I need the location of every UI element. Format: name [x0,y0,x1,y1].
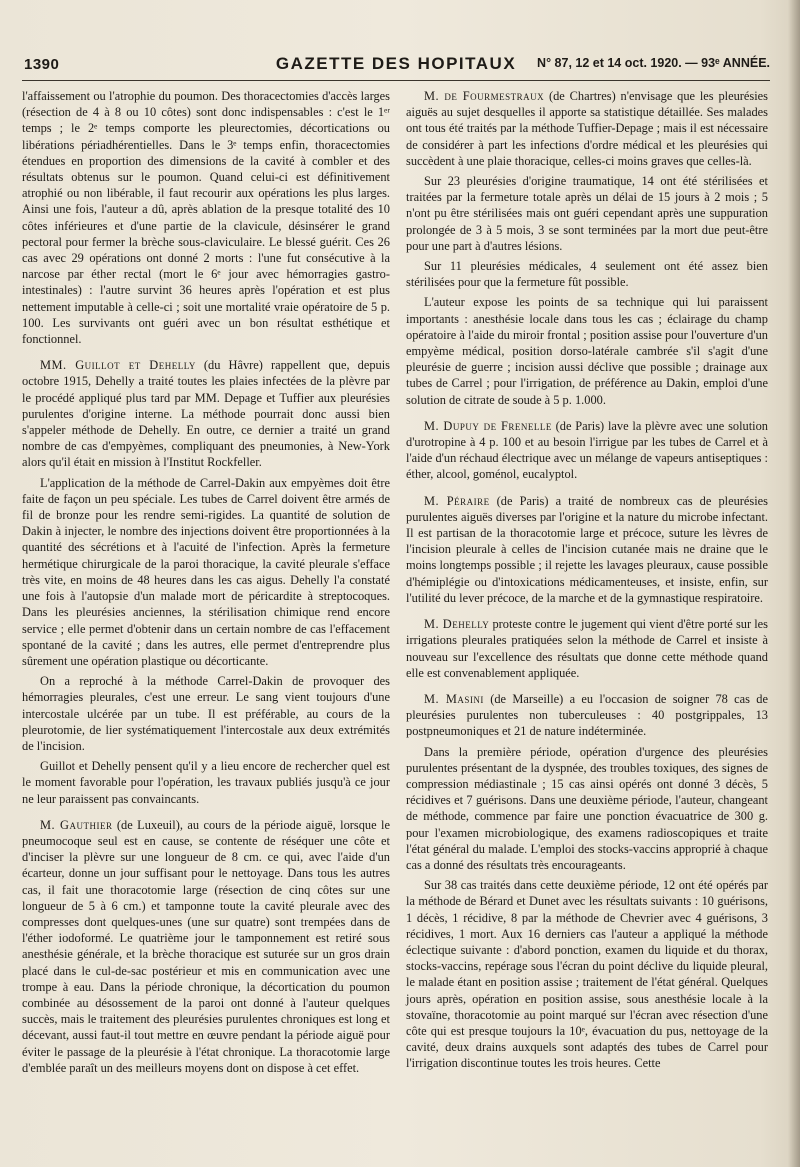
paragraph-text: (de Marseille) a eu l'occasion de soigner 78 cas de pleurésies purulentes non tuberculeuses : 40 postgrippales, 13 postpneumoniques et 21 de nature indéterminée. [406,691,768,739]
paragraph-text: (de Paris) a traité de nombreux cas de pleurésies purulentes aiguës diverses par l'origine et la nature du microbe infectant. Il est partisan de la thoracotomie large et précoce, suture les lèvres de l'incision pleurale à celles de l'incision cutanée mais ne draine que le moins longtemps possible ; il rejette les lavages pleuraux, cause possible d'hémiplégie ou d'intoxications médicamenteuses, et insiste, enfin, sur l'utilité du lever précoce, de la marche et de la gymnastique respiratoire. [406,493,768,605]
paragraph-text: On a reproché à la méthode Carrel-Dakin de provoquer des hémorragies pleurales, c'est une erreur. Le sang vient toujours d'une intercostale ulcérée par un tube. Il est préférable, au cours de la pleurotomie, de lier systématiquement l'intercostale aux deux extrémités de l'incision. [22,674,390,753]
paragraph-text: (du Hâvre) rappellent que, depuis octobre 1915, Dehelly a traité toutes les plaies infectées de la plèvre par le procédé appliqué plus tard par MM. Depage et Tuffier aux pleurésies purulentes d'origine interne. La méthode pourrait donc aussi bien s'appeler méthode de Dehelly. En outre, ce dernier a traité un grand nombre de cas d'empyèmes, compliquant des pneumonies, à New-York alors qu'il était en mission à l'Institut Rockfeller. [22,358,390,470]
paragraph-text: Dans la première période, opération d'urgence des pleurésies purulentes présentant de la dyspnée, des troubles toxiques, des signes de compression médiastinale ; 15 cas ainsi opérés ont donné 3 décès, 5 récidives et 7 guérisons. Dans une deuxième période, l'auteur, changeant de méthode, commence par faire une ponction évacuatrice de 300 g. pour l'examen microbiologique, des examens radioscopiques et traite l'état général du malade. L'emploi des stocks-vaccins approprié à chaque cas a donné des résultats très encourageants. [406,744,768,872]
paragraph [406,744,768,874]
page-edge-shadow [788,0,800,1167]
paragraph [22,758,390,807]
paragraph-text: Guillot et Dehelly pensent qu'il y a lieu encore de rechercher quel est le moment favorable pour l'opération, les travaux publiés jusqu'à ce jour ne leur paraissent pas convaincants. [22,759,390,806]
paragraph [22,673,390,754]
paragraph [406,258,768,290]
paragraph-text: Sur 11 pleurésies médicales, 4 seulement ont été assez bien stérilisées pour que la fermeture fût possible. [406,259,768,290]
paragraph [406,88,768,169]
paragraph-text: proteste contre le jugement qui vient d'être porté sur les irrigations pleurales pratiquées selon la méthode de Carrel et insiste à nouveau sur l'excellence des résultats que donne cette méthode quand elle est convenablement appliquée. [406,617,769,680]
author-name: M. Gauthier [40,817,113,832]
paragraph-text: l'affaissement ou l'atrophie du poumon. Des thoracectomies d'accès larges (résection de 4 à 8 ou 10 côtes) sont donc indispensables : c'est le 1ᵉʳ temps ; le 2ᵉ temps comporte les pleurectomies, décortications ou libérations périadhérentielles. Dans le 3ᵉ temps enfin, thoracectomies étendues en proportion des dimensions de la cavité à combler et des résultats obtenus sur le poumon. Quand celui-ci est définitivement atrophié ou non libérable, il faut recourir aux opérations les plus larges. Ainsi une fois, l'auteur a dû, après ablation de la presque totalité des 10 côtes inférieures et d'une partie de la clavicule, désinsérer le grand pectoral pour fermer la brèche sous-claviculaire. Le blessé guérit. Ces 26 cas avec 29 opérations ont donné 2 morts : l'une fut consécutive à la narcose par éther rectal (mort le 6ᵉ jour avec hémorragies gastro-intestinales) : l'autre survint 36 heures après l'opération et est plus nettement imputable à celle-ci ; soit une mortalité vraie opératoire de 5 p. 100. Les survivants ont guéri avec un bon résultat esthétique et fonctionnel. [22,89,390,347]
paragraph [406,616,768,681]
paragraph-text: L'auteur expose les points de sa technique qui lui paraissent importants : anesthésie locale dans tous les cas ; éclairage du champ opératoire à l'aide du miroir frontal ; position assise pour l'ouverture d'un empyème médical, position dorso-latérale cambrée s'il s'agit d'une pleurésie de guerre ; incision aussi déclive que possible ; drainage aux tubes de Carrel ; pour l'irrigation, de préférence au Dakin, emploi d'une solution de citrate de soude à 5 p. 1.000. [406,295,768,407]
right-column [406,88,768,1072]
paragraph [406,691,768,740]
paragraph [406,173,768,254]
author-name: M. Péraire [424,493,490,508]
paragraph-text: Sur 23 pleurésies d'origine traumatique, 14 ont été stérilisées et traitées par la fermeture totale après un délai de 15 jours à 2 mois ; 5 n'ont pu être stérilisées mais ont guéri cependant après une suppuration prolongée de 3 à 5 mois, 3 se sont terminées par la mort due peut-être pour une part à d'autres lésions. [406,174,768,253]
paragraph [406,493,768,606]
paragraph-text: (de Chartres) n'envisage que les pleurésies aiguës au sujet desquelles il apporte sa statistique détaillée. Ses malades ont tous été traités par la méthode Tuffier-Depage ; mais il est nécessaire de considérer à part les infections d'ordre médical et les pleurésies qui succèdent à une plaie thoracique, celles-ci moins graves que celles-là. [406,89,768,168]
header-rule [22,80,770,81]
author-name: M. Dupuy de Frenelle [424,418,552,433]
paragraph-text: (de Paris) lave la plèvre avec une solution d'urotropine à 4 p. 100 et au besoin l'irrigue par les tubes de Carrel et à l'aide d'un réchaud électrique avec un mélange de vapeurs antiseptiques : éther, alcool, goménol, eucalyptol. [406,418,768,482]
paragraph [22,817,390,1076]
issue-info: N° 87, 12 et 14 oct. 1920. — 93ᵉ ANNÉE. [537,56,770,70]
author-name: M. de Fourmestraux [424,89,545,103]
paragraph [22,88,390,347]
page-header [22,52,770,78]
paragraph [22,475,390,669]
paragraph [406,418,768,483]
author-name: MM. Guillot et Dehelly [40,358,196,373]
paragraph-text: L'application de la méthode de Carrel-Dakin aux empyèmes doit être faite de façon un peu spéciale. Les tubes de Carrel doivent être armés de fil de bronze pour les rendre semi-rigides. La quantité de solution de Dakin à injecter, le nombre des injections doivent être proportionnées à la quantité des sécrétions et à l'acuité de l'infection. Après la fermeture hermétique chirurgicale de la paroi thoracique, la cavité pleurale s'efface très vite, en moins de 48 heures dans les cas aigus. Dehelly l'a constaté une fois à l'autopsie d'un malade mort de péricardite à streptocoques. Dans les pleurésies anciennes, la stérilisation chimique rend encore service ; elle permet d'obtenir dans un certain nombre de cas l'effacement spontané de la cavité ; dans les autres, elle permet d'entreprendre plus sûrement une opération plastique ou décorticante. [22,475,390,668]
paragraph-text: (de Luxeuil), au cours de la période aiguë, lorsque le pneumocoque seul est en cause, se contente de réséquer une côte et d'inciser la plèvre sur une longueur de 8 cm. ce qui, avec l'aide d'un écarteur, donne un jour suffisant pour le nettoyage. Dans tous les autres cas, il fait une thoracotomie large (résection de cinq côtes sur une longueur de 5 à 6 cm.) et tamponne toute la cavité pleurale avec des compresses dont quelques-unes (une sur quatre) sont trempées dans de l'éther iodoformé. Le quatrième jour le tamponnement est retiré sous anesthésie générale, et la brèche thoracique est suturée sur un gros drain placé dans le cul-de-sac postérieur et mis en communication avec une trompe à eau. Dans la période chronique, la décortication du poumon combinée au désossement de la paroi ont donné à l'auteur quelques succès, mais le traitement des pleurésies purulentes chroniques est long et décevant, aussi faut-il tout mettre en œuvre pendant la période aiguë pour éviter le passage de la pleurésie à l'état chronique. La thoracotomie large d'emblée paraît un des meilleurs moyens dont on dispose à cet effet. [22,817,390,1075]
page-number: 1390 [24,56,60,73]
author-name: M. Dehelly [424,617,490,632]
paragraph [22,357,390,470]
paragraph [406,294,768,407]
paragraph [406,877,768,1071]
journal-title: GAZETTE DES HOPITAUX [275,54,517,73]
paragraph-text: Sur 38 cas traités dans cette deuxième période, 12 ont été opérés par la méthode de Bérard et Dunet avec les résultats suivants : 10 guérisons, 1 décès, 1 récidive, 8 par la méthode de Chevrier avec 4 guérisons, 3 récidives, 1 mort. Aux 16 derniers cas l'auteur a appliqué la méthode éclectique suivante : d'abord ponction, examen du liquide et du thorax, stocks-vaccins, repérage sous l'écran du point déclive du liquide pleural, le malade étant en position assise ; traitement de l'état général. Quelques jours après, opération en position assise, sous anesthésie locale à la stovaïne, thoracotomie au point marqué sur l'écran avec résection d'une côte qui est presque toujours la 10ᵉ, évacuation du pus, nettoyage de la cavité, deux drains auxquels sont adaptés des tubes de Carrel pour l'irrigation discontinue toutes les trois heures. Cette [406,878,768,1071]
author-name: M. Masini [424,691,484,706]
left-column [22,88,390,1076]
